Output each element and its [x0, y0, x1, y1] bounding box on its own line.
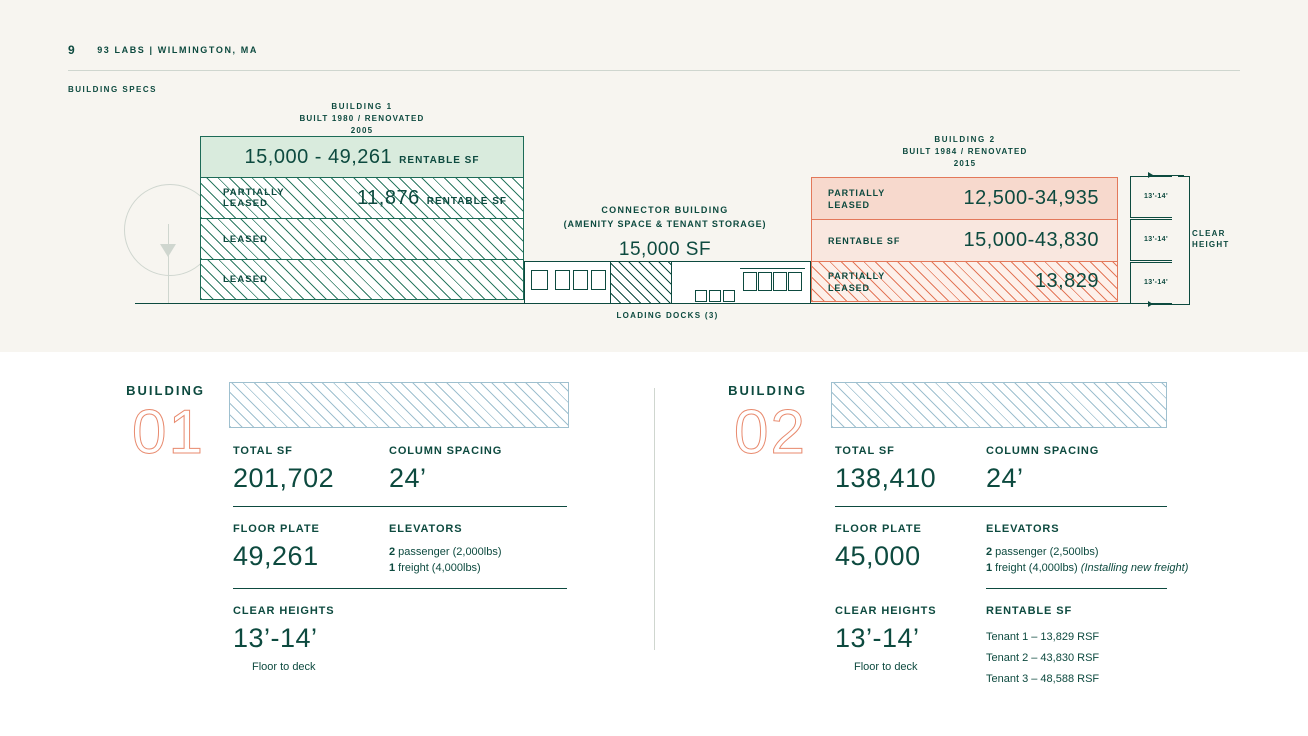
building1-row3-label: LEASED [223, 233, 269, 245]
clear-height-tick-3: 13'-14' [1144, 279, 1169, 286]
building2-title-line1: BUILDING 2 [934, 135, 996, 144]
building01-total-sf [233, 445, 334, 494]
page-number: 9 [68, 43, 76, 57]
building01-word: BUILDING [126, 383, 205, 398]
total-sf-value: 201,702 [233, 463, 335, 493]
tenant-item: Tenant 3 – 48,588 RSF [986, 673, 1100, 685]
elevators-line2 [986, 560, 1236, 576]
building1-row-1 [200, 136, 524, 177]
building02-hatch-bar [831, 382, 1167, 428]
building2-row-3 [811, 261, 1118, 302]
building1-title-line2: BUILT 1980 / RENOVATED 2005 [299, 114, 425, 135]
elevators-line1 [986, 544, 1236, 560]
elevators-line1-count: 2 [986, 546, 993, 558]
connector-building [524, 261, 811, 304]
elevators-line1-count: 2 [389, 546, 396, 558]
column-spacing-value: 24’ [389, 463, 427, 493]
building1-row4-label: LEASED [223, 274, 269, 285]
column-spacing-value: 24’ [986, 463, 1024, 493]
dock-box [591, 270, 606, 290]
building02-word: BUILDING [728, 383, 807, 398]
dock-box [773, 272, 787, 291]
building02-number: 02 [734, 398, 807, 467]
clear-height-bracket [1130, 176, 1240, 306]
building2-row1-label: PARTIALLY LEASED [828, 187, 885, 210]
dock-box [758, 272, 772, 291]
connector-text [520, 203, 810, 261]
clear-heights-label: CLEAR HEIGHTS [233, 605, 335, 617]
building2-stack [811, 177, 1118, 302]
building1-row1-unit: RENTABLE SF [399, 154, 480, 166]
elevators-label: ELEVATORS [986, 523, 1060, 535]
building1-row2-unit: RENTABLE SF [426, 195, 507, 207]
elevators-label: ELEVATORS [389, 523, 463, 535]
building01-heading [110, 383, 205, 467]
loading-docks-label: LOADING DOCKS (3) [616, 311, 719, 320]
building02-column-spacing [986, 445, 1099, 494]
elevators-line2-count: 1 [389, 562, 396, 574]
building02-floor-plate [835, 523, 922, 572]
building2-row1-value: 12,500-34,935 [963, 187, 1099, 209]
dock-box [788, 272, 802, 291]
building2-row3-value: 13,829 [1034, 270, 1099, 292]
floor-plate-label: FLOOR PLATE [233, 523, 320, 535]
clear-heights-label: CLEAR HEIGHTS [835, 605, 937, 617]
rentable-sf-label: RENTABLE SF [986, 605, 1073, 617]
ground-line [135, 303, 1145, 304]
building02-total-sf [835, 445, 936, 494]
clear-height-tick-1: 13'-14' [1144, 193, 1169, 200]
building1-stack [200, 136, 524, 300]
header-divider [68, 70, 1240, 71]
building2-row-1 [811, 177, 1118, 219]
building01-floor-plate [233, 523, 320, 572]
building01-column-spacing [389, 445, 502, 494]
clear-heights-value: 13’-14’ [233, 623, 318, 653]
building01-number: 01 [132, 398, 205, 467]
breadcrumb: 93 LABS | WILMINGTON, MA [97, 45, 258, 55]
building1-title-line1: BUILDING 1 [331, 102, 393, 111]
elevators-line2-text: freight (4,000lbs) [395, 562, 481, 574]
tenant-list [986, 629, 1099, 687]
floor-plate-value: 45,000 [835, 541, 921, 571]
elevators-line2 [389, 560, 502, 576]
elevators-line2-italic: (Installing new freight) [1080, 562, 1189, 574]
tenant-item: Tenant 1 – 13,829 RSF [986, 631, 1100, 643]
dock-box [555, 270, 570, 290]
elevators-line1-text: passenger (2,500lbs) [992, 546, 1099, 558]
building02-heading [712, 383, 807, 467]
connector-line2: (AMENITY SPACE & TENANT STORAGE) [563, 219, 767, 229]
elevators-line1-text: passenger (2,000lbs) [395, 546, 502, 558]
clear-heights-note: Floor to deck [853, 661, 918, 673]
building1-title [287, 101, 437, 137]
dock-box [531, 270, 548, 290]
building1-row-2 [200, 177, 524, 218]
dock-box-small [723, 290, 735, 302]
page-header [68, 43, 258, 57]
section-label: BUILDING SPECS [68, 85, 158, 94]
building1-row2-value: 11,876 [357, 186, 420, 209]
floor-plate-value: 49,261 [233, 541, 319, 571]
elevators-line2-count: 1 [986, 562, 993, 574]
tenant-item: Tenant 2 – 43,830 RSF [986, 652, 1100, 664]
total-sf-label: TOTAL SF [233, 445, 293, 457]
building2-row-2 [811, 219, 1118, 261]
total-sf-value: 138,410 [835, 463, 937, 493]
clear-height-tick-2: 13'-14' [1144, 236, 1169, 243]
elevators-line1 [389, 544, 502, 560]
building1-row2-label: PARTIALLY LEASED [223, 187, 285, 209]
building2-title [890, 134, 1040, 170]
dock-box [573, 270, 588, 290]
dock-box-small [695, 290, 707, 302]
building01-elevators [389, 523, 502, 576]
connector-line1: CONNECTOR BUILDING [601, 205, 729, 215]
building01-hatch-bar [229, 382, 569, 428]
dock-box-small [709, 290, 721, 302]
building1-row-3 [200, 218, 524, 259]
column-spacing-label: COLUMN SPACING [986, 445, 1100, 457]
dock-box [743, 272, 757, 291]
building02-clear-heights [835, 605, 937, 673]
building2-row2-label: RENTABLE SF [828, 235, 901, 246]
building2-row2-value: 15,000-43,830 [963, 229, 1099, 251]
building1-row1-value: 15,000 - 49,261 [244, 145, 393, 168]
building1-row-4 [200, 259, 524, 300]
building02-elevators [986, 523, 1236, 576]
connector-area: 15,000 SF [618, 239, 712, 260]
building2-title-line2: BUILT 1984 / RENOVATED 2015 [902, 147, 1028, 168]
clear-height-label: CLEAR HEIGHT [1192, 229, 1230, 249]
building02-rentable-sf [986, 605, 1099, 687]
connector-hatch-segment [610, 262, 672, 304]
column-divider [654, 388, 655, 650]
building01-clear-heights [233, 605, 335, 673]
building2-row3-label: PARTIALLY LEASED [828, 270, 885, 293]
floor-plate-label: FLOOR PLATE [835, 523, 922, 535]
elevators-line2-text: freight (4,000lbs) [992, 562, 1081, 574]
clear-heights-note: Floor to deck [251, 661, 316, 673]
total-sf-label: TOTAL SF [835, 445, 895, 457]
column-spacing-label: COLUMN SPACING [389, 445, 503, 457]
clear-heights-value: 13’-14’ [835, 623, 920, 653]
